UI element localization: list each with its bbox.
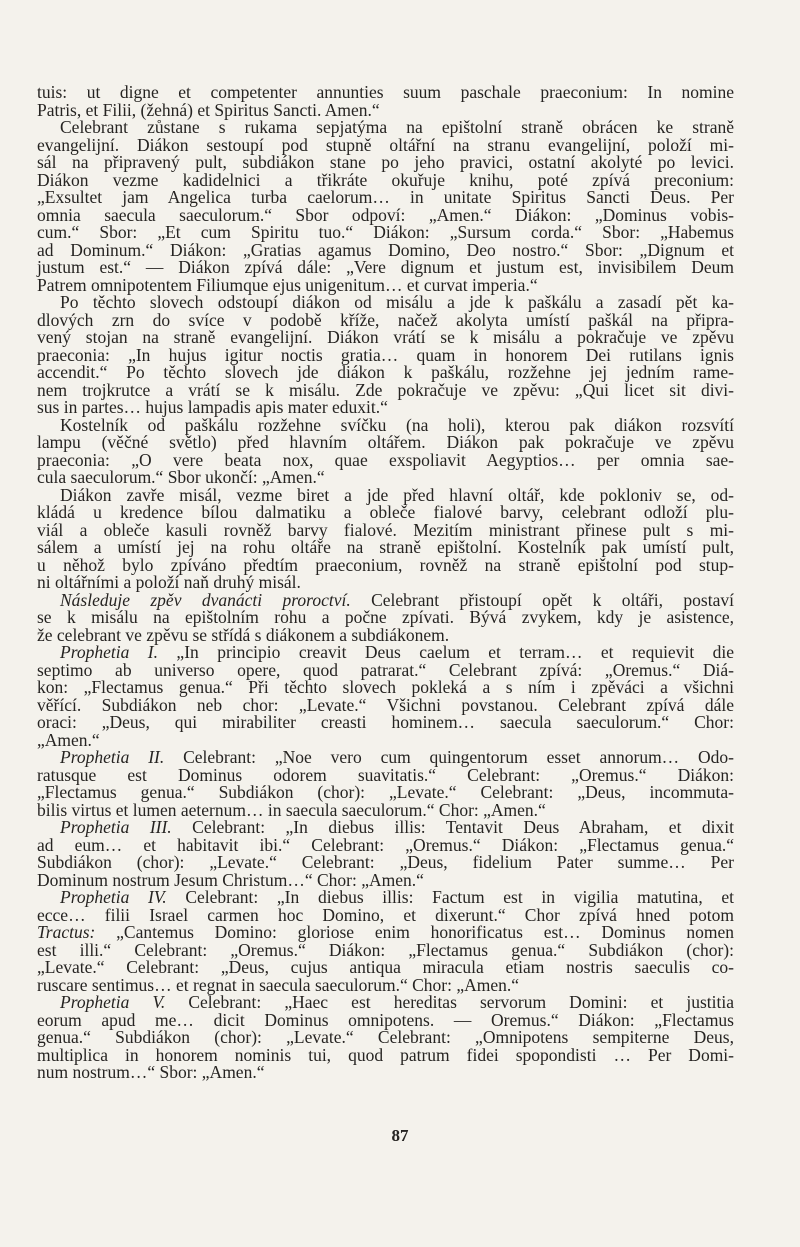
line-text: „Amen.“ [37,729,100,750]
line-text: Patris, et Filii, (žehná) et Spiritus Sancti. Amen.“ [37,99,380,120]
line-text: praeconia: „O vere beata nox, quae exspoliavit Aegyptios… per omnia sae- [37,449,734,470]
paragraph [37,484,734,592]
line-text: věřící. Subdiákon neb chor: „Levate.“ Všichni povstanou. Celebrant zpívá dále [37,694,734,715]
line-text: sál na připravený pult, subdiákon stane po jeho pravici, ostatní akolyté po levici. [37,152,734,172]
line-text: Kostelník od paškálu rozžehne svíčku (na holi), kterou pak diákon rozsvítí [60,414,734,435]
line-text: bilis virtus et lumen aeternum… in saecula saeculorum.“ Chor: „Amen.“ [37,799,546,820]
line-text: tuis: ut digne et competenter annunties suum paschale praeconium: In nomine [37,82,734,102]
line-text: „Cantemus Domino: gloriose enim honorificatus est… Dominus nomen [95,922,734,942]
italic-heading: Prophetia I. [60,642,158,662]
line-text: genua.“ Subdiákon (chor): „Levate.“ Celebrant: „Omnipotens sempiterne Deus, [37,1027,734,1047]
line-text: Dominum nostrum Jesum Christum…“ Chor: „Amen.“ [37,869,424,890]
line-text: ecce… filii Israel carmen hoc Domino, et dixerunt.“ Chor zpívá hned potom [37,904,734,925]
paragraph [37,414,734,487]
text-line [37,714,734,732]
line-text: Celebrant zůstane s rukama sepjatýma na epištolní straně obrácen ke straně [60,117,734,137]
paragraph [37,119,734,294]
text-line [37,1064,734,1082]
line-text: viál a obleče kasuli rovněž barvy fialové. Mezitím ministrant přinese pult s mi- [37,519,734,540]
line-text: Celebrant: „Haec est hereditas servorum Domini: et justitia [165,992,734,1012]
paragraph [37,994,734,1082]
line-text: justum est.“ — Diákon zpívá dále: „Vere dignum et justum est, invisibilem Deum [37,257,734,277]
line-text: septimo ab universo opere, quod patrarat.“ Celebrant zpívá: „Oremus.“ Diá- [37,659,734,680]
page-number: 87 [391,1126,409,1145]
line-text: est illi.“ Celebrant: „Oremus.“ Diákon: „Flectamus genua.“ Subdiákon (chor): [37,939,734,960]
line-text: „Flectamus genua.“ Subdiákon (chor): „Levate.“ Celebrant: „Deus, incommuta- [37,782,734,802]
paragraph [37,889,734,994]
line-text: Celebrant: „In diebus illis: Tentavit Deus Abraham, et dixit [171,817,734,837]
italic-heading: Následuje zpěv dvanácti proroctví. [60,589,351,610]
line-text: vený stojan na straně evangelijní. Diákon vrátí se k misálu a pokračuje ve zpěvu [37,327,734,347]
line-text: ad eum… et habitavit ibi.“ Celebrant: „Oremus.“ Diákon: „Flectamus genua.“ [37,834,734,855]
italic-heading: Prophetia IV. [60,887,167,907]
line-text: Po těchto slovech odstoupí diákon od misálu a jde k paškálu a zasadí pět ka- [60,292,734,312]
page-text [37,84,734,1082]
line-text: lampu (věčné světlo) před hlavním oltářem. Diákon pak pokračuje ve zpěvu [37,432,734,452]
line-text: ad Dominum.“ Diákon: „Gratias agamus Domino, Deo nostro.“ Sbor: „Dignum et [37,239,734,260]
line-text: Celebrant přistoupí opět k oltáři, postaví [350,589,734,610]
line-text: accendit.“ Po těchto slovech jde diákon k paškálu, rozžehne jej jedním rame- [37,362,734,382]
line-text: „Exsultet jam Angelica turba caelorum… in unitate Spiritus Sancti Deus. Per [37,187,734,207]
line-text: num nostrum…“ Sbor: „Amen.“ [37,1062,265,1082]
line-text: „In principio creavit Deus caelum et terram… et requievit die [157,642,734,662]
line-text: ruscare sentimus… et regnat in saecula saeculorum.“ Chor: „Amen.“ [37,974,520,995]
line-text: Celebrant: „Noe vero cum quingentorum esset annorum… Odo- [164,747,735,767]
line-text: „Levate.“ Celebrant: „Deus, cujus antiqua miracula etiam nostris saeculis co- [37,957,734,977]
line-text: oraci: „Deus, qui mirabiliter creasti hominem… saecula saeculorum.“ Chor: [37,712,734,732]
line-text: ni oltářními a položí naň druhý misál. [37,572,301,592]
line-text: cula saeculorum.“ Sbor ukončí: „Amen.“ [37,467,325,487]
paragraph [37,819,734,889]
line-text: u něhož bylo zpíváno předtím praeconium, rovněž na straně epištolní pod stup- [37,554,734,575]
paragraph [37,84,734,119]
line-text: praeconia: „In hujus igitur noctis gratia… quam in honorem Dei rutilans ignis [37,344,734,365]
line-text: multiplica in honorem nominis tui, quod patrum fidei spopondisti … Per Domi- [37,1044,734,1065]
line-text: Diákon zavře misál, vezme biret a jde před hlavní oltář, kde pokloniv se, od- [60,484,734,505]
line-text: cum.“ Sbor: „Et cum Spiritu tuo.“ Diákon: „Sursum corda.“ Sbor: „Habemus [37,222,734,242]
line-text: kon: „Flectamus genua.“ Při těchto slovech pokleká a s ním i zpěváci a všichni [37,677,734,697]
line-text: kládá u kredence bílou dalmatiku a obleče fialové barvy, celebrant odloží plu- [37,502,734,522]
paragraph [37,749,734,819]
italic-heading: Prophetia II. [60,747,165,767]
line-text: ratusque est Dominus odorem suavitatis.“ Celebrant: „Oremus.“ Diákon: [37,764,734,785]
line-text: evangelijní. Diákon sestoupí pod stupně oltářní na stranu evangelijní, položí mi- [37,134,734,155]
line-text: sálem a umístí jej na rohu oltáře na straně epištolní. Kostelník pak umístí pult, [37,537,734,557]
paragraph [37,644,734,749]
line-text: dlových zrn do svíce v podobě kříže, načež akolyta umístí paškál na připra- [37,309,734,330]
line-text: Diákon vezme kadidelnici a třikráte okuřuje knihu, poté zpívá preconium: [37,169,734,190]
line-text: Celebrant: „In diebus illis: Factum est in vigilia matutina, et [166,887,735,907]
paragraph [37,589,734,645]
italic-heading: Tractus: [37,922,96,942]
line-text: že celebrant ve zpěvu se střídá s diákonem a subdiákonem. [37,624,450,645]
line-text: Subdiákon (chor): „Levate.“ Celebrant: „Deus, fidelium Pater summe… Per [37,852,734,872]
line-text: Patrem omnipotentem Filiumque ejus unigenitum… et curvat imperia.“ [37,274,538,295]
line-text: omnia saecula saeculorum.“ Sbor odpoví: „Amen.“ Diákon: „Dominus vobis- [37,204,734,225]
paragraph [37,294,734,417]
line-text: nem trojkrutce a vrátí se k misálu. Zde pokračuje ve zpěvu: „Qui licet sit divi- [37,379,734,400]
line-text: sus in partes… hujus lampadis apis mater eduxit.“ [37,397,388,417]
line-text: eorum apud me… dicit Dominus omnipotens. — Oremus.“ Diákon: „Flectamus [37,1009,734,1030]
line-text: se k misálu na epištolním rohu a počne zpívati. Bývá zvykem, kdy je asistence, [37,607,734,627]
italic-heading: Prophetia V. [60,992,166,1012]
italic-heading: Prophetia III. [60,817,172,837]
